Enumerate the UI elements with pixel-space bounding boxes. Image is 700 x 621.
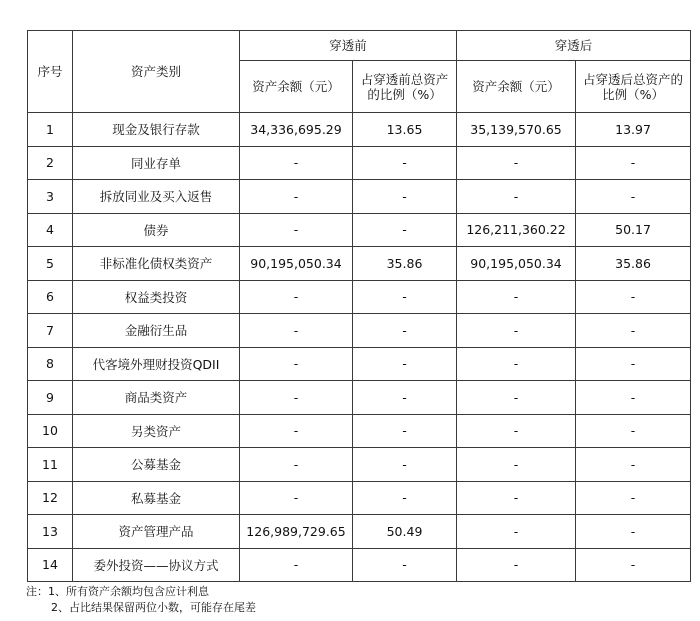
footnote-1: 注：1、所有资产余额均包含应计利息 — [26, 585, 209, 598]
cell-ratio-after: - — [576, 515, 691, 549]
cell-ratio-before: - — [353, 414, 457, 448]
table-row — [28, 347, 691, 381]
cell-balance-before: - — [240, 213, 353, 247]
cell-category: 权益类投资 — [73, 280, 240, 314]
cell-category: 非标准化债权类资产 — [73, 247, 240, 281]
table-row — [28, 247, 691, 281]
cell-category: 债券 — [73, 213, 240, 247]
cell-ratio-after: - — [576, 481, 691, 515]
cell-ratio-before: - — [353, 280, 457, 314]
table-row — [28, 280, 691, 314]
header-balance-before: 资产余额（元） — [240, 61, 353, 113]
cell-seq: 12 — [28, 481, 73, 515]
cell-category: 拆放同业及买入返售 — [73, 180, 240, 214]
cell-balance-after: - — [457, 180, 576, 214]
cell-balance-after: - — [457, 381, 576, 415]
cell-ratio-before: - — [353, 213, 457, 247]
cell-category: 私募基金 — [73, 481, 240, 515]
cell-ratio-after: - — [576, 146, 691, 180]
cell-balance-before: - — [240, 347, 353, 381]
cell-balance-before: - — [240, 280, 353, 314]
header-ratio-after: 占穿透后总资产的比例（%） — [576, 61, 691, 113]
cell-balance-after: - — [457, 146, 576, 180]
cell-ratio-before: 35.86 — [353, 247, 457, 281]
cell-balance-after: - — [457, 314, 576, 348]
cell-balance-before: 34,336,695.29 — [240, 113, 353, 147]
header-ratio-before: 占穿透前总资产的比例（%） — [353, 61, 457, 113]
cell-seq: 14 — [28, 548, 73, 582]
cell-ratio-after: 13.97 — [576, 113, 691, 147]
cell-category: 现金及银行存款 — [73, 113, 240, 147]
cell-category: 金融衍生品 — [73, 314, 240, 348]
cell-balance-after: - — [457, 515, 576, 549]
cell-ratio-after: - — [576, 314, 691, 348]
cell-ratio-after: - — [576, 180, 691, 214]
cell-seq: 9 — [28, 381, 73, 415]
table-row — [28, 548, 691, 582]
cell-category: 同业存单 — [73, 146, 240, 180]
cell-balance-before: - — [240, 481, 353, 515]
cell-seq: 11 — [28, 448, 73, 482]
cell-balance-after: - — [457, 481, 576, 515]
header-category: 资产类别 — [73, 31, 240, 113]
header-seq: 序号 — [28, 31, 73, 113]
cell-ratio-before: 50.49 — [353, 515, 457, 549]
cell-ratio-after: - — [576, 448, 691, 482]
cell-ratio-before: - — [353, 146, 457, 180]
cell-seq: 1 — [28, 113, 73, 147]
cell-category: 委外投资——协议方式 — [73, 548, 240, 582]
cell-ratio-after: - — [576, 280, 691, 314]
header-group-before: 穿透前 — [240, 31, 457, 61]
header-balance-after: 资产余额（元） — [457, 61, 576, 113]
cell-seq: 6 — [28, 280, 73, 314]
cell-ratio-before: - — [353, 180, 457, 214]
table-row — [28, 314, 691, 348]
asset-allocation-table — [27, 30, 691, 582]
cell-ratio-after: - — [576, 414, 691, 448]
cell-ratio-after: - — [576, 548, 691, 582]
cell-ratio-before: 13.65 — [353, 113, 457, 147]
cell-seq: 5 — [28, 247, 73, 281]
cell-ratio-before: - — [353, 548, 457, 582]
footnote-2: 2、占比结果保留两位小数，可能存在尾差 — [51, 601, 256, 614]
cell-ratio-after: 35.86 — [576, 247, 691, 281]
cell-balance-after: 90,195,050.34 — [457, 247, 576, 281]
cell-ratio-before: - — [353, 448, 457, 482]
cell-seq: 3 — [28, 180, 73, 214]
cell-category: 商品类资产 — [73, 381, 240, 415]
table-row — [28, 146, 691, 180]
cell-balance-before: 126,989,729.65 — [240, 515, 353, 549]
cell-seq: 8 — [28, 347, 73, 381]
cell-balance-before: - — [240, 146, 353, 180]
cell-seq: 13 — [28, 515, 73, 549]
cell-category: 公募基金 — [73, 448, 240, 482]
cell-category: 资产管理产品 — [73, 515, 240, 549]
table-row — [28, 448, 691, 482]
cell-category: 另类资产 — [73, 414, 240, 448]
table-row — [28, 414, 691, 448]
table-row — [28, 113, 691, 147]
cell-ratio-before: - — [353, 347, 457, 381]
cell-balance-after: - — [457, 448, 576, 482]
footnotes — [26, 584, 256, 616]
cell-ratio-before: - — [353, 381, 457, 415]
cell-balance-before: - — [240, 314, 353, 348]
cell-seq: 10 — [28, 414, 73, 448]
cell-ratio-after: - — [576, 381, 691, 415]
table-body — [28, 113, 691, 582]
table-row — [28, 180, 691, 214]
table-row — [28, 481, 691, 515]
cell-balance-after: - — [457, 347, 576, 381]
cell-balance-after: 35,139,570.65 — [457, 113, 576, 147]
cell-balance-before: - — [240, 180, 353, 214]
cell-balance-after: - — [457, 414, 576, 448]
cell-ratio-before: - — [353, 314, 457, 348]
cell-ratio-before: - — [353, 481, 457, 515]
cell-balance-before: - — [240, 381, 353, 415]
cell-ratio-after: 50.17 — [576, 213, 691, 247]
cell-seq: 2 — [28, 146, 73, 180]
cell-balance-before: 90,195,050.34 — [240, 247, 353, 281]
cell-balance-after: - — [457, 548, 576, 582]
cell-seq: 4 — [28, 213, 73, 247]
cell-balance-after: 126,211,360.22 — [457, 213, 576, 247]
table-row — [28, 515, 691, 549]
cell-balance-before: - — [240, 414, 353, 448]
cell-balance-before: - — [240, 548, 353, 582]
cell-balance-after: - — [457, 280, 576, 314]
cell-category: 代客境外理财投资QDII — [73, 347, 240, 381]
cell-balance-before: - — [240, 448, 353, 482]
table-row — [28, 381, 691, 415]
table-row — [28, 213, 691, 247]
header-group-after: 穿透后 — [457, 31, 691, 61]
cell-ratio-after: - — [576, 347, 691, 381]
cell-seq: 7 — [28, 314, 73, 348]
